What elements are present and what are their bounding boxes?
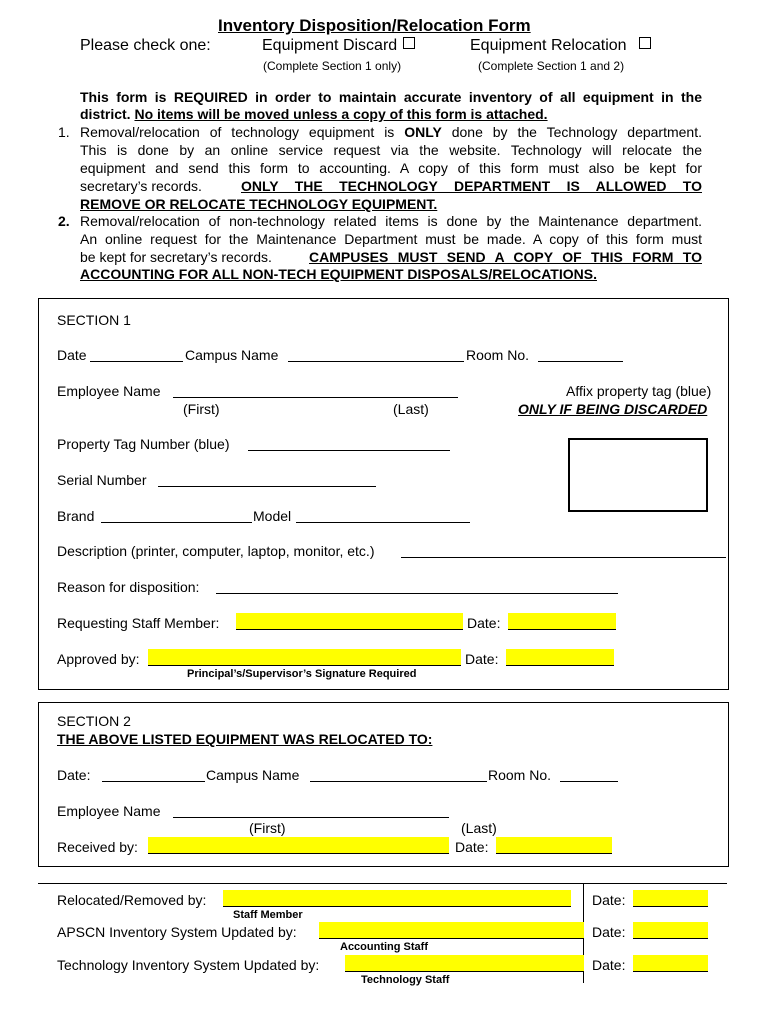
intro-line-2: [80, 106, 548, 122]
please-check-label: Please check one:: [80, 37, 211, 54]
s2-room-label: Room No.: [488, 767, 552, 783]
item-1-line-2: This is done by an online service request via the website. Technology will relocate the: [80, 142, 702, 158]
apscn-label: APSCN Inventory System Updated by:: [57, 924, 297, 940]
description-field[interactable]: [401, 557, 726, 558]
s1-room-field[interactable]: [538, 361, 623, 362]
approved-by-field[interactable]: [148, 649, 461, 666]
intro-line-1: This form is REQUIRED in order to maintain accurate inventory of all equipment in the: [80, 89, 702, 105]
s2-employee-label: Employee Name: [57, 803, 161, 819]
discard-checkbox[interactable]: [403, 37, 415, 49]
s2-campus-field[interactable]: [310, 781, 487, 782]
discard-option-label: Equipment Discard: [262, 37, 398, 54]
received-label: Received by:: [57, 839, 138, 855]
brand-label: Brand: [57, 508, 95, 524]
tech-date-label: Date:: [592, 957, 626, 973]
relocated-date-label: Date:: [592, 892, 626, 908]
reason-field[interactable]: [216, 593, 618, 594]
item-1-number: 1.: [58, 124, 70, 140]
s2-last-label: (Last): [461, 820, 497, 836]
requesting-date-label: Date:: [467, 615, 501, 631]
s1-date-label: Date: [57, 347, 87, 363]
item-1-line-4a: secretary’s records.: [80, 178, 202, 194]
approved-date-label: Date:: [465, 651, 499, 667]
technology-staff-note: Technology Staff: [361, 974, 450, 986]
s2-date-label: Date:: [57, 767, 91, 783]
received-date-label: Date:: [455, 839, 489, 855]
discard-note: (Complete Section 1 only): [263, 59, 402, 73]
model-field[interactable]: [296, 522, 470, 523]
requesting-staff-field[interactable]: [236, 613, 463, 630]
section-2-subheading: THE ABOVE LISTED EQUIPMENT WAS RELOCATED TO:: [57, 731, 433, 747]
relocated-by-field[interactable]: [223, 890, 571, 907]
affix-tag-label: Affix property tag (blue): [566, 383, 712, 399]
item-1-only: ONLY: [404, 124, 442, 140]
item-1-line-5: REMOVE OR RELOCATE TECHNOLOGY EQUIPMENT.: [80, 196, 438, 212]
item-1-line-1: [80, 124, 702, 140]
brand-field[interactable]: [101, 522, 252, 523]
relocation-checkbox[interactable]: [639, 37, 651, 49]
property-tag-affix-box: [568, 438, 708, 512]
approved-label: Approved by:: [57, 651, 140, 667]
apscn-updated-field[interactable]: [319, 922, 584, 939]
s1-room-label: Room No.: [466, 347, 530, 363]
item-1-line-3: equipment and send this form to accounting. A copy of this form must also be kept for: [80, 160, 702, 176]
tech-updated-field[interactable]: [345, 955, 584, 972]
approved-date-field[interactable]: [506, 649, 614, 666]
intro-line-2a: district.: [80, 106, 131, 122]
item-2-line-2: An online request for the Maintenance Department must be made. A copy of this form must: [80, 231, 702, 247]
intro-line-2b: No items will be moved unless a copy of this form is attached.: [134, 106, 548, 122]
requesting-label: Requesting Staff Member:: [57, 615, 220, 631]
accounting-staff-note: Accounting Staff: [340, 941, 428, 953]
requesting-date-field[interactable]: [508, 613, 616, 630]
tech-label: Technology Inventory System Updated by:: [57, 957, 320, 973]
discard-option[interactable]: [262, 37, 415, 55]
received-date-field[interactable]: [496, 837, 612, 854]
serial-field[interactable]: [158, 486, 376, 487]
section-2-heading: SECTION 2: [57, 713, 131, 729]
s1-first-label: (First): [183, 401, 220, 417]
item-2-line-3a: be kept for secretary’s records.: [80, 249, 272, 265]
received-by-field[interactable]: [148, 837, 449, 854]
item-2-line-4: ACCOUNTING FOR ALL NON-TECH EQUIPMENT DISPOSALS/RELOCATIONS.: [80, 266, 597, 282]
tech-date-field[interactable]: [633, 955, 708, 972]
item-1-line-1a: Removal/relocation of technology equipment is: [80, 124, 405, 140]
property-tag-label: Property Tag Number (blue): [57, 436, 230, 452]
apscn-date-field[interactable]: [633, 922, 708, 939]
relocated-date-field[interactable]: [633, 890, 708, 907]
s1-employee-field[interactable]: [173, 397, 458, 398]
property-tag-field[interactable]: [248, 450, 450, 451]
relocated-label: Relocated/Removed by:: [57, 892, 207, 908]
item-2-line-3b: CAMPUSES MUST SEND A COPY OF THIS FORM TO: [309, 249, 702, 265]
reason-label: Reason for disposition:: [57, 579, 200, 595]
s2-campus-label: Campus Name: [206, 767, 300, 783]
s1-campus-field[interactable]: [288, 361, 464, 362]
affix-tag-note: ONLY IF BEING DISCARDED: [518, 401, 708, 417]
signature-note: Principal’s/Supervisor’s Signature Required: [187, 668, 417, 680]
s1-date-field[interactable]: [90, 361, 183, 362]
s1-employee-label: Employee Name: [57, 383, 161, 399]
serial-label: Serial Number: [57, 472, 147, 488]
s2-first-label: (First): [249, 820, 286, 836]
staff-member-note: Staff Member: [233, 909, 303, 921]
relocation-option-label: Equipment Relocation: [470, 37, 627, 54]
s2-date-field[interactable]: [102, 781, 205, 782]
model-label: Model: [253, 508, 292, 524]
form-title: Inventory Disposition/Relocation Form: [218, 16, 531, 35]
apscn-date-label: Date:: [592, 924, 626, 940]
relocation-option[interactable]: [470, 37, 651, 55]
s2-employee-field[interactable]: [173, 817, 449, 818]
section-1-heading: SECTION 1: [57, 312, 131, 328]
item-2-number: 2.: [58, 213, 70, 229]
s1-campus-label: Campus Name: [185, 347, 279, 363]
s1-last-label: (Last): [393, 401, 429, 417]
footer-top-rule: [38, 883, 727, 884]
item-1-line-1c: done by the Technology department.: [441, 124, 703, 140]
s2-room-field[interactable]: [560, 781, 618, 782]
item-1-line-4b: ONLY THE TECHNOLOGY DEPARTMENT IS ALLOWED TO: [241, 178, 702, 194]
relocation-note: (Complete Section 1 and 2): [478, 59, 625, 73]
description-label: Description (printer, computer, laptop, monitor, etc.): [57, 543, 375, 559]
item-2-line-1: Removal/relocation of non-technology related items is done by the Maintenance department.: [80, 213, 702, 229]
